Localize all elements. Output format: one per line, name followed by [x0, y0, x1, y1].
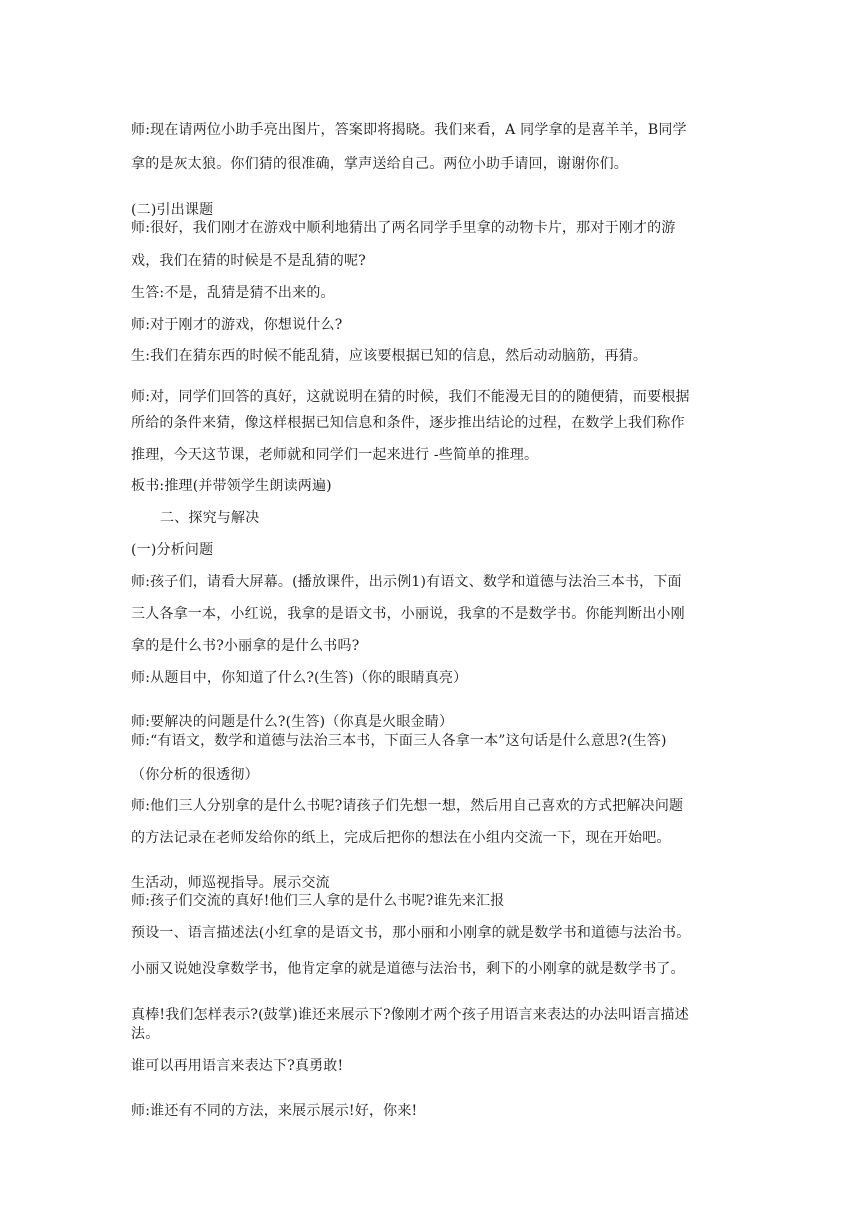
text-line: 戏，我们在猜的时候是不是乱猜的呢?	[131, 253, 366, 269]
text-line: 小丽又说她没拿数学书，他肯定拿的就是道德与法治书，剩下的小刚拿的就是数学书了。	[131, 961, 685, 977]
text-line: 真棒!我们怎样表示?(鼓掌)谁还来展示下?像刚才两个孩子用语言来表达的办法叫语言描述	[131, 1007, 689, 1023]
text-line: 拿的是什么书?小丽拿的是什么书吗?	[131, 638, 360, 654]
text-line: 师:孩子们，请看大屏幕。(播放课件，出示例1)有语文、数学和道德与法治三本书，下面	[131, 574, 682, 590]
text-line: 预设一、语言描述法(小红拿的是语文书，那小丽和小刚拿的就是数学书和道德与法治书。	[131, 925, 691, 941]
text-line: 生答:不是，乱猜是猜不出来的。	[131, 285, 335, 301]
text-line: 推理，今天这节课，老师就和同学们一起来进行 -些简单的推理。	[131, 447, 539, 463]
text-line: 师:对，同学们回答的真好，这就说明在猜的时候，我们不能漫无目的的随便猜，而要根据	[131, 389, 690, 405]
text-line: 师:“有语文，数学和道德与法治三本书，下面三人各拿一本”这句话是什么意思?(生答)	[131, 733, 667, 749]
text-line: 拿的是灰太狼。你们猜的很准确，掌声送给自己。两位小助手请回，谢谢你们。	[131, 156, 628, 172]
section-heading: (一)分析问题	[131, 542, 214, 558]
section-heading: 二、探究与解决	[160, 510, 260, 526]
section-heading: (二)引出课题	[131, 202, 214, 218]
text-line: 生活动，师巡视指导。展示交流	[131, 875, 330, 891]
text-line: 师:要解决的问题是什么?(生答)（你真是火眼金睛）	[131, 714, 454, 730]
text-line: 谁可以再用语言来表达下?真勇敢!	[131, 1058, 344, 1074]
text-line: 师:他们三人分别拿的是什么书呢?请孩子们先想一想，然后用自己喜欢的方式把解决问题	[131, 798, 684, 814]
text-line: 师:从题目中，你知道了什么?(生答)（你的眼睛真亮）	[131, 670, 468, 686]
text-line: 的方法记录在老师发给你的纸上，完成后把你的想法在小组内交流一下，现在开始吧。	[131, 830, 671, 846]
text-line: 所给的条件来猜，像这样根据已知信息和条件，逐步推出结论的过程，在数学上我们称作	[131, 415, 685, 431]
text-line: 生:我们在猜东西的时候不能乱猜，应该要根据已知的信息，然后动动脑筋，再猜。	[131, 348, 648, 364]
text-line: 师:现在请两位小助手亮出图片，答案即将揭晓。我们来看，A 同学拿的是喜羊羊，B同学	[131, 122, 687, 138]
text-line: 师:孩子们交流的真好!他们三人拿的是什么书呢?谁先来汇报	[131, 893, 505, 909]
text-line: （你分析的很透彻）	[131, 767, 259, 783]
text-line: 三人各拿一本，小红说，我拿的是语文书，小丽说，我拿的不是数学书。你能判断出小刚	[131, 606, 685, 622]
text-line: 师:谁还有不同的方法，来展示展示!好，你来!	[131, 1103, 418, 1119]
text-line: 师:很好，我们刚才在游戏中顺利地猜出了两名同学手里拿的动物卡片，那对于刚才的游	[131, 220, 676, 236]
text-line: 板书:推理(并带领学生朗读两遍)	[131, 478, 332, 494]
text-line: 法。	[131, 1026, 160, 1042]
text-line: 师:对于刚才的游戏，你想说什么?	[131, 317, 343, 333]
